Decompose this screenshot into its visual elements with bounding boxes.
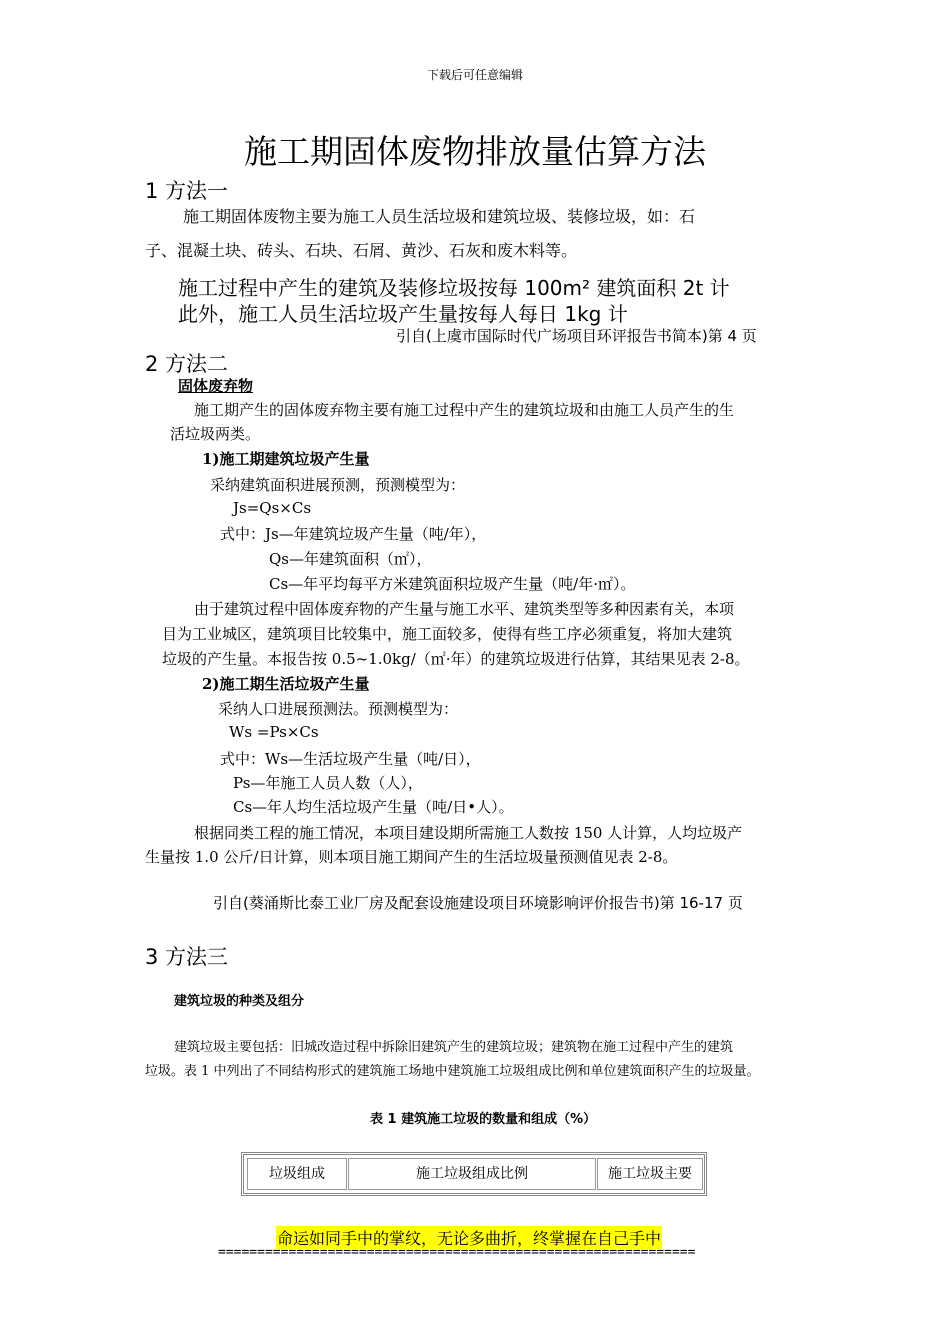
table-header-cell: 施工垃圾主要 <box>597 1158 703 1190</box>
item2-def1: 式中：Ws—生活垃圾产生量（吨/日）， <box>220 750 481 768</box>
method1-big-line1: 施工过程中产生的建筑及装修垃圾按每 100m² 建筑面积 2t 计 <box>178 276 730 300</box>
item1-formula: Js=Qs×Cs <box>233 499 312 517</box>
item1-text: 采纳建筑面积进展预测，预测模型为： <box>210 476 466 494</box>
item1-def1: 式中：Js—年建筑垃圾产生量（吨/年）， <box>220 525 487 543</box>
method1-heading: 1 方法一 <box>145 179 229 203</box>
method3-subheading: 建筑垃圾的种类及组分 <box>174 994 305 1009</box>
item2-def3: Cs—年人均生活垃圾产生量（吨/日•人）。 <box>233 798 514 816</box>
item2-para-line1: 根据同类工程的施工情况，本项目建设期所需施工人数按 150 人计算，人均垃圾产 <box>194 824 743 842</box>
footer-motto: 命运如同手中的掌纹，无论多曲折，终掌握在自己手中 <box>276 1226 662 1249</box>
method1-para-line1: 施工期固体废物主要为施工人员生活垃圾和建筑垃圾、装修垃圾，如：石 <box>183 207 696 226</box>
method3-heading: 3 方法三 <box>145 945 229 969</box>
item1-def2: Qs—年建筑面积（㎡）， <box>269 550 432 568</box>
table-header-cell: 垃圾组成 <box>247 1158 347 1190</box>
method2-citation: 引自(葵涌斯比泰工业厂房及配套设施建设项目环境影响评价报告书)第 16-17 页 <box>213 894 743 912</box>
footer-divider: ============================================================= <box>218 1245 696 1260</box>
item1-para-line3: 垃圾的产生量。本报告按 0.5~1.0kg/（㎡·年）的建筑垃圾进行估算，其结果见表 2-8。 <box>162 650 750 668</box>
item2-text: 采纳人口进展预测法。预测模型为： <box>218 700 459 718</box>
item1-title: 1)施工期建筑垃圾产生量 <box>202 450 370 468</box>
method1-citation: 引自(上虞市国际时代广场项目环评报告书简本)第 4 页 <box>396 327 757 345</box>
method2-intro-line1: 施工期产生的固体废弃物主要有施工过程中产生的建筑垃圾和由施工人员产生的生 <box>194 401 735 419</box>
item2-def2: Ps—年施工人员人数（人）， <box>233 774 423 792</box>
item2-formula: Ws =Ps×Cs <box>229 723 319 741</box>
item1-para-line2: 目为工业城区，建筑项目比较集中，施工面较多，使得有些工序必须重复，将加大建筑 <box>162 625 733 643</box>
item1-def3: Cs—年平均每平方米建筑面积垃圾产生量（吨/年·㎡）。 <box>269 575 636 593</box>
page-header: 下载后可任意编辑 <box>426 68 523 82</box>
table-caption: 表 1 建筑施工垃圾的数量和组成（%） <box>370 1112 597 1127</box>
composition-table <box>241 1152 707 1196</box>
method3-para-line1: 建筑垃圾主要包括：旧城改造过程中拆除旧建筑产生的建筑垃圾；建筑物在施工过程中产生的建筑 <box>174 1040 734 1055</box>
item1-para-line1: 由于建筑过程中固体废弃物的产生量与施工水平、建筑类型等多种因素有关，本项 <box>194 600 735 618</box>
method3-para-line2: 垃圾。表 1 中列出了不同结构形式的建筑施工场地中建筑施工垃圾组成比例和单位建筑面积产生的垃圾量。 <box>145 1064 760 1079</box>
item2-title: 2)施工期生活垃圾产生量 <box>202 675 370 693</box>
method1-big-line2: 此外，施工人员生活垃圾产生量按每人每日 1kg 计 <box>178 302 628 326</box>
method1-para-line2: 子、混凝土块、砖头、石块、石屑、黄沙、石灰和废木料等。 <box>145 241 578 260</box>
page-title: 施工期固体废物排放量估算方法 <box>244 132 706 171</box>
method2-intro-line2: 活垃圾两类。 <box>170 425 261 443</box>
method2-heading: 2 方法二 <box>145 352 229 376</box>
method2-subheading: 固体废弃物 <box>178 377 254 395</box>
item2-para-line2: 生量按 1.0 公斤/日计算，则本项目施工期间产生的生活垃圾量预测值见表 2-8。 <box>145 848 678 866</box>
table-header-cell: 施工垃圾组成比例 <box>348 1158 596 1190</box>
